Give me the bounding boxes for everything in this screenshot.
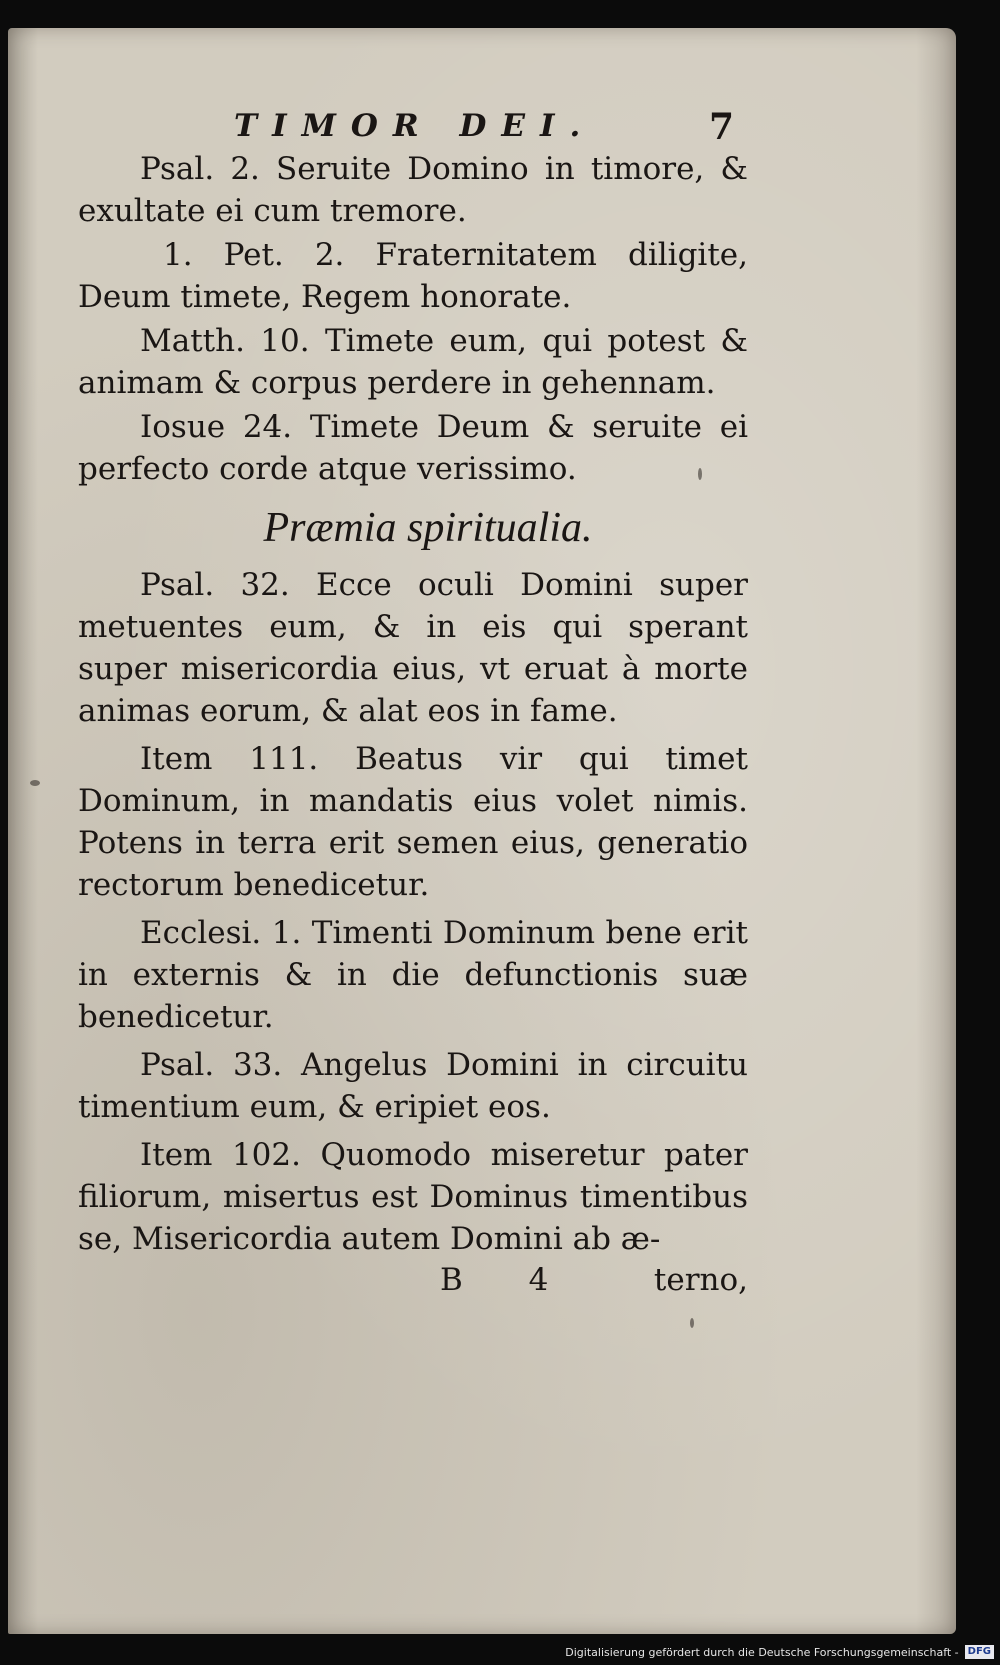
dfg-logo: DFG bbox=[965, 1645, 994, 1659]
section-heading: Præmia spiritualia. bbox=[263, 505, 593, 551]
digitization-credit bbox=[565, 1644, 994, 1660]
page-footer bbox=[78, 1262, 748, 1306]
catchword: terno, bbox=[653, 1262, 748, 1298]
running-head-title: TIMOR DEI. bbox=[234, 108, 596, 144]
paragraph-psal-2: Psal. 2. Seruite Domino in timore, & exultate ei cum tremore. bbox=[78, 151, 748, 229]
paragraph-item-111: Item 111. Beatus vir qui timet Dominum, in mandatis eius volet nimis. Potens in terra erit semen eius, generatio rectorum benedicetur. bbox=[78, 741, 748, 903]
paper-speck bbox=[30, 780, 40, 786]
book-page bbox=[8, 28, 956, 1634]
signature-mark: B 4 bbox=[440, 1262, 577, 1298]
paragraph-matth-10: Matth. 10. Timete eum, qui potest & animam & corpus perdere in gehennam. bbox=[78, 323, 748, 401]
paragraph-psal-33: Psal. 33. Angelus Domini in circuitu timentium eum, & eripiet eos. bbox=[78, 1047, 748, 1125]
page-number: 7 bbox=[708, 106, 734, 148]
paper-speck bbox=[690, 1318, 694, 1328]
page-edge-shadow bbox=[916, 28, 956, 1634]
paragraph-psal-32: Psal. 32. Ecce oculi Domini super metuentes eum, & in eis qui sperant super misericordia eius, vt eruat à morte animas eorum, & alat eos in fame. bbox=[78, 567, 748, 729]
paragraph-iosue-24: Iosue 24. Timete Deum & seruite ei perfecto corde atque verissimo. bbox=[78, 409, 748, 487]
page-text-block bbox=[78, 108, 748, 1306]
paragraph-ecclesi-1: Ecclesi. 1. Timenti Dominum bene erit in externis & in die defunctionis suæ benedicetur. bbox=[78, 915, 748, 1035]
paragraph-item-102: Item 102. Quomodo miseretur pater filiorum, misertus est Dominus timentibus se, Misericordia autem Domini ab æ- bbox=[78, 1137, 748, 1257]
credit-text: Digitalisierung gefördert durch die Deutsche Forschungsgemeinschaft - bbox=[565, 1645, 959, 1659]
running-head bbox=[78, 108, 748, 148]
paragraph-1-pet-2: 1. Pet. 2. Fraternitatem diligite, Deum timete, Regem honorate. bbox=[78, 237, 748, 315]
